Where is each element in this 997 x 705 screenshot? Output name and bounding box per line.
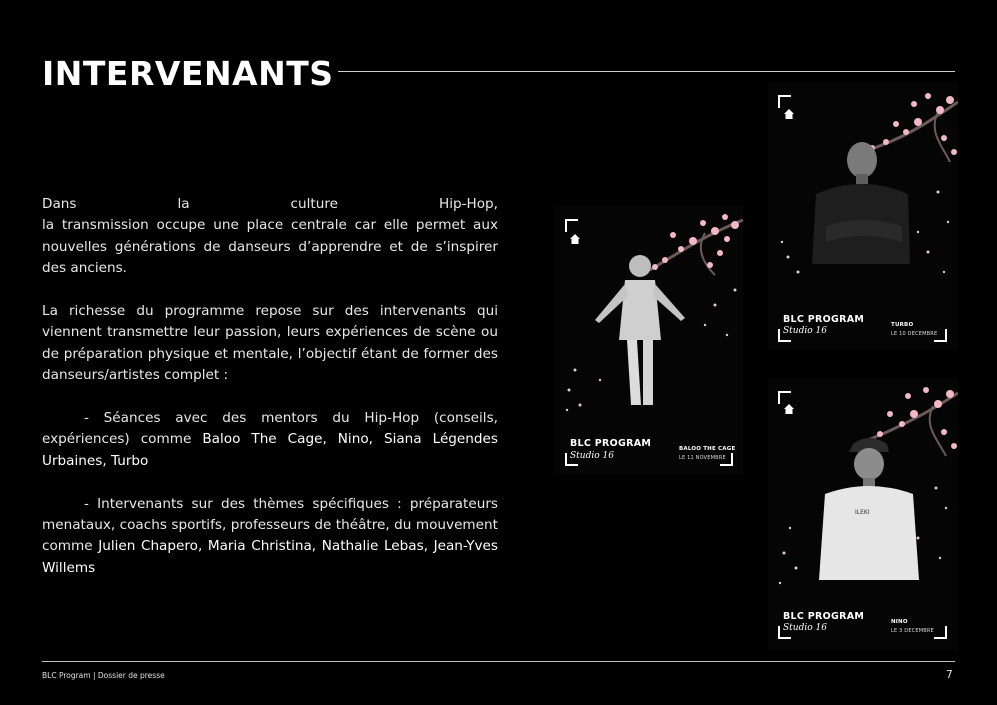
studio-logo-icon	[783, 108, 795, 120]
poster-studio-script: Studio 16	[783, 623, 827, 633]
bullet-mentors	[42, 408, 498, 472]
poster-brand: BLC PROGRAM	[783, 611, 865, 622]
paragraph-program: La richesse du programme repose sur des intervenants qui viennent transmettre leur passion, leurs expériences de scène ou de préparation physique et mentale, l’objectif étant de former des danseurs/artistes complet :	[42, 303, 498, 384]
poster-dancer-name: TURBO	[891, 322, 914, 328]
footer-divider	[42, 661, 955, 662]
poster-studio-script: Studio 16	[570, 451, 614, 461]
dancer-nino-figure	[813, 430, 923, 580]
dancer-turbo-figure	[806, 134, 916, 264]
poster-studio-script: Studio 16	[783, 326, 827, 336]
frame-corner	[778, 329, 791, 342]
poster-dancer-name: BALOO THE CAGE	[679, 446, 736, 452]
footer-document-label: BLC Program | Dossier de presse	[42, 671, 165, 680]
poster-turbo	[768, 82, 958, 350]
frame-corner	[720, 453, 733, 466]
bullet-specialists-text: - Intervenants sur des thèmes spécifiques : préparateurs menataux, coachs sportifs, professeurs de théâtre, du mouvement comme	[42, 495, 498, 555]
frame-corner	[778, 626, 791, 639]
dancer-baloo-figure	[595, 250, 685, 410]
poster-brand: BLC PROGRAM	[783, 314, 865, 325]
bullet-specialists-names: Julien Chapero, Maria Christina, Nathalie Lebas, Jean-Yves Willems	[42, 538, 498, 576]
paragraph-intro	[42, 194, 498, 280]
studio-logo-icon	[569, 233, 581, 245]
bullet-mentors-text: - Séances avec des mentors du Hip-Hop (conseils, expériences) comme	[42, 410, 498, 448]
bullet-mentors-names: Baloo The Cage, Nino, Siana Légendes Urbaines, Turbo	[42, 431, 498, 469]
title-divider	[338, 71, 955, 72]
page-title: INTERVENANTS	[42, 54, 334, 93]
bullet-specialists	[42, 494, 498, 580]
page-number: 7	[946, 669, 953, 681]
studio-logo-icon	[783, 403, 795, 415]
poster-date: LE 11 NOVEMBRE	[679, 455, 726, 461]
poster-brand: BLC PROGRAM	[570, 438, 652, 449]
body-text	[42, 194, 498, 601]
intro-rest: la transmission occupe une place centrale car elle permet aux nouvelles générations de danseurs d’apprendre et de s’inspirer des anciens.	[42, 217, 498, 277]
poster-nino	[768, 378, 958, 650]
poster-dancer-name: NINO	[891, 619, 908, 625]
frame-corner	[778, 391, 791, 404]
frame-corner	[778, 95, 791, 108]
intro-first-line: Dans la culture Hip-Hop,	[42, 196, 498, 212]
poster-date: LE 10 DECEMBRE	[891, 331, 938, 337]
frame-corner	[934, 626, 947, 639]
poster-date: LE 3 DECEMBRE	[891, 628, 934, 634]
svg-text:ILEKI: ILEKI	[855, 509, 870, 516]
frame-corner	[934, 329, 947, 342]
frame-corner	[565, 219, 578, 232]
poster-baloo-the-cage	[555, 205, 743, 475]
frame-corner	[565, 453, 578, 466]
